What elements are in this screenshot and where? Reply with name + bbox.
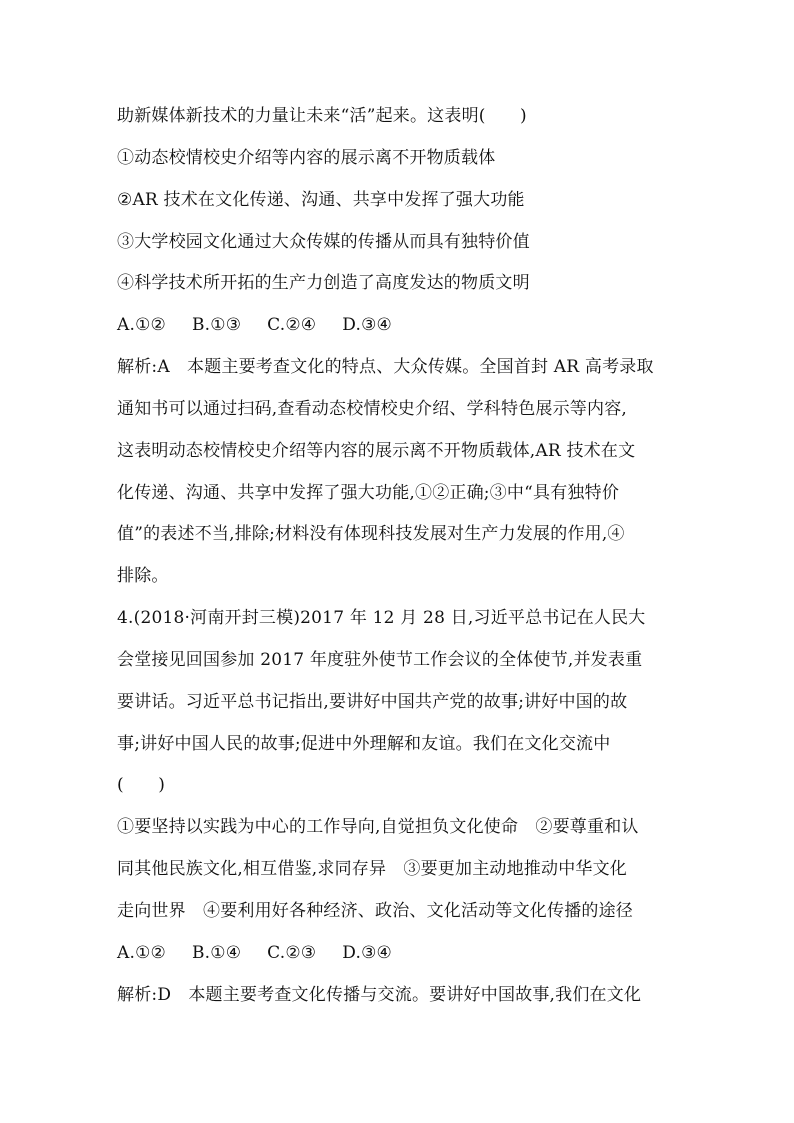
q3-options: [117, 313, 687, 337]
q3-item-1: ①动态校情校史介绍等内容的展示离不开物质载体: [117, 148, 496, 168]
q3-item-2: ②AR 技术在文化传递、沟通、共享中发挥了强大功能: [117, 190, 525, 210]
q4-items-line: 走向世界 ④要利用好各种经济、政治、文化活动等文化传播的途径: [117, 901, 633, 921]
q3-analysis-line: 排除。: [117, 566, 169, 586]
q3-option-b: B.①③: [191, 315, 242, 335]
q3-stem-tail: 助新媒体新技术的力量让未来“活”起来。这表明( ): [117, 106, 527, 126]
q3-option-a: A.①②: [117, 315, 166, 335]
q4-option-a: A.①②: [117, 943, 166, 963]
q3-option-c: C.②④: [267, 315, 317, 335]
q3-analysis-line: 解析:A 本题主要考查文化的特点、大众传媒。全国首封 AR 高考录取: [117, 357, 654, 377]
q3-option-d: D.③④: [342, 315, 392, 335]
q4-stem-line: 事;讲好中国人民的故事;促进中外理解和友谊。我们在文化交流中: [117, 734, 611, 754]
q4-stem-line: 4.(2018·河南开封三模)2017 年 12 月 28 日,习近平总书记在人民大: [117, 608, 646, 628]
q3-analysis-line: 化传递、沟通、共享中发挥了强大功能,①②正确;③中“具有独特价: [117, 483, 620, 503]
q4-option-b: B.①④: [191, 943, 242, 963]
q3-item-3: ③大学校园文化通过大众传媒的传播从而具有独特价值: [117, 232, 530, 252]
q4-stem-line: 要讲话。习近平总书记指出,要讲好中国共产党的故事;讲好中国的故: [117, 692, 628, 712]
q3-analysis-line: 这表明动态校情校史介绍等内容的展示离不开物质载体,AR 技术在文: [117, 441, 636, 461]
q4-items-line: ①要坚持以实践为中心的工作导向,自觉担负文化使命 ②要尊重和认: [117, 817, 639, 837]
q4-items-line: 同其他民族文化,相互借鉴,求同存异 ③要更加主动地推动中华文化: [117, 859, 628, 879]
q4-option-c: C.②③: [267, 943, 317, 963]
q4-stem-line: 会堂接见回国参加 2017 年度驻外使节工作会议的全体使节,并发表重: [117, 650, 643, 670]
q3-analysis-line: 值”的表述不当,排除;材料没有体现科技发展对生产力发展的作用,④: [117, 524, 625, 544]
q4-analysis-line: 解析:D 本题主要考查文化传播与交流。要讲好中国故事,我们在文化: [117, 985, 642, 1005]
q4-option-d: D.③④: [342, 943, 392, 963]
q4-answer-blank: ( ): [117, 775, 166, 795]
q3-item-4: ④科学技术所开拓的生产力创造了高度发达的物质文明: [117, 273, 530, 293]
q4-options: [117, 941, 687, 965]
q3-analysis-line: 通知书可以通过扫码,查看动态校情校史介绍、学科特色展示等内容,: [117, 399, 628, 419]
